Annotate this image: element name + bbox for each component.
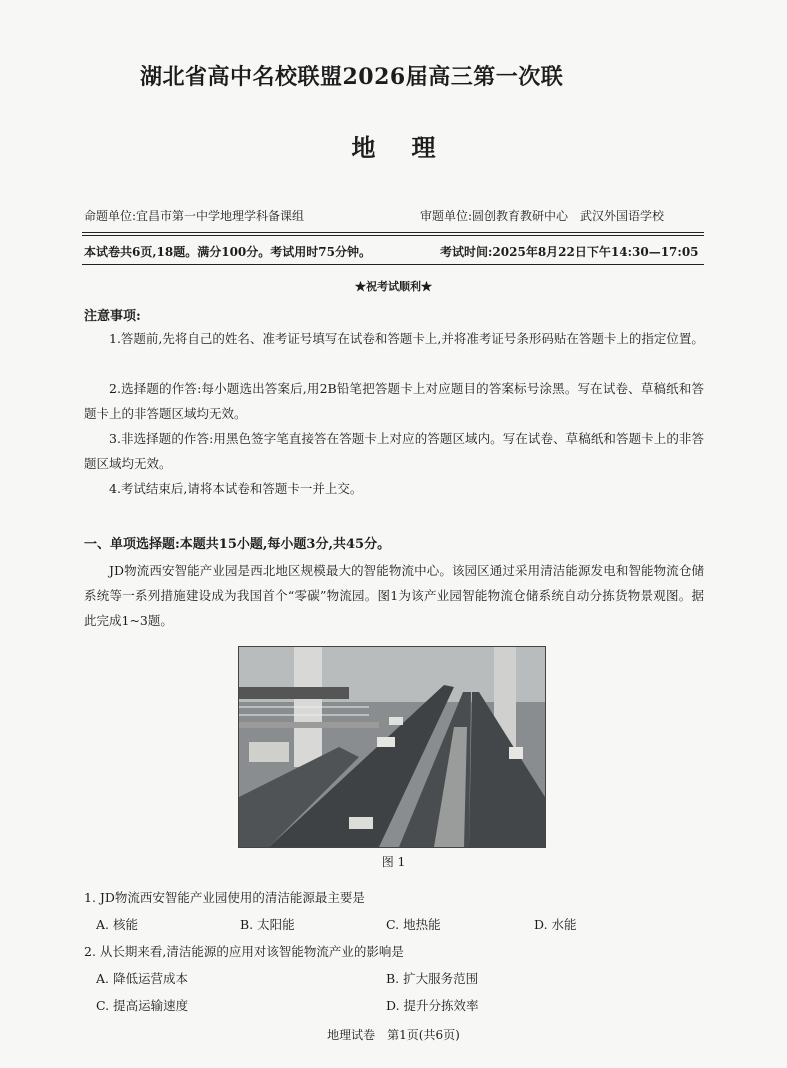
conveyor-photo-drawing (239, 647, 545, 847)
section-heading: 一、单项选择题:本题共15小题,每小题3分,共45分。 (84, 537, 391, 552)
paper-info: 本试卷共6页,18题。满分100分。考试用时75分钟。 (84, 245, 371, 259)
question-1-option-a: A. 核能 (96, 917, 138, 932)
question-2-option-c: C. 提高运输速度 (96, 998, 189, 1013)
question-2-option-a: A. 降低运营成本 (96, 971, 188, 986)
good-luck-banner: ★祝考试顺利★ (355, 280, 432, 293)
sorting-center-photo (238, 646, 546, 848)
question-1-option-c: C. 地热能 (386, 917, 441, 932)
page-footer: 地理试卷 第1页(共6页) (327, 1028, 460, 1042)
divider-top-double (82, 235, 704, 236)
divider-bottom (82, 264, 704, 265)
notice-item: 1.答题前,先将自己的姓名、准考证号填写在试卷和答题卡上,并将准考证号条形码贴在答题卡上的指定位置。 (109, 331, 704, 346)
reading-passage: JD物流西安智能产业园是西北地区规模最大的智能物流中心。该园区通过采用清洁能源发电和智能物流仓储系统等一系列措施建设成为我国首个“零碳”物流园。图1为该产业园智能物流仓储系统自动分拣货物景观图。据此完成1~3题。 (84, 563, 704, 628)
proposer-unit: 命题单位:宜昌市第一中学地理学科备课组 (84, 209, 305, 223)
figure-caption: 图 1 (381, 855, 406, 869)
question-1-option-d: D. 水能 (534, 917, 577, 932)
subject-title: 地理 (351, 133, 472, 162)
notice-item: 2.选择题的作答:每小题选出答案后,用2B铅笔把答题卡上对应题目的答案标号涂黑。写在试卷、草稿纸和答题卡上的非答题区域均无效。 (84, 381, 704, 421)
notice-item: 3.非选择题的作答:用黑色签字笔直接答在答题卡上对应的答题区域内。写在试卷、草稿纸和答题卡上的非答题区域均无效。 (84, 431, 704, 471)
notice-item: 4.考试结束后,请将本试卷和答题卡一并上交。 (109, 481, 363, 496)
divider-top (82, 232, 704, 233)
question-2-option-b: B. 扩大服务范围 (386, 971, 479, 986)
question-2-option-d: D. 提升分拣效率 (386, 998, 479, 1013)
exam-title: 湖北省高中名校联盟2026届高三第一次联 (140, 64, 564, 90)
question-2-stem: 2. 从长期来看,清洁能源的应用对该智能物流产业的影响是 (84, 944, 404, 959)
question-1-stem: 1. JD物流西安智能产业园使用的清洁能源最主要是 (84, 890, 365, 905)
question-1-option-b: B. 太阳能 (240, 917, 295, 932)
reviewer-unit: 审题单位:圆创教育教研中心 武汉外国语学校 (420, 209, 665, 223)
exam-time: 考试时间:2025年8月22日下午14:30—17:05 (440, 245, 699, 259)
notice-heading: 注意事项: (84, 309, 141, 324)
